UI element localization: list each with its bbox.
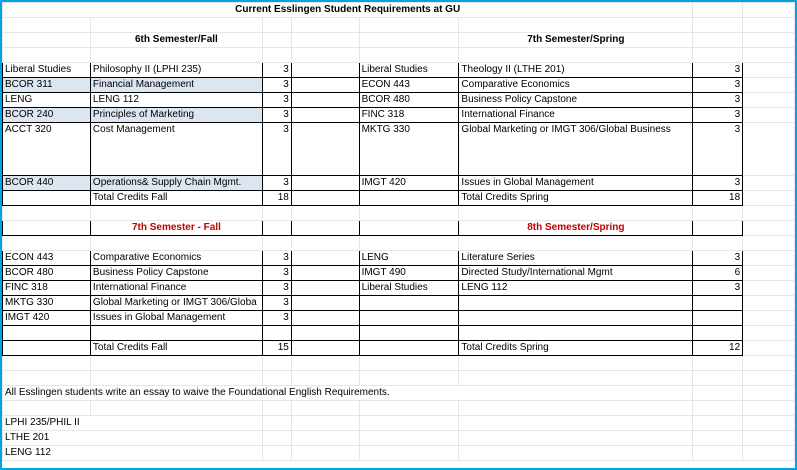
course-title: Directed Study/International Mgmt bbox=[459, 266, 693, 281]
course-title: Philosophy II (LPHI 235) bbox=[90, 63, 262, 78]
course-title: Comparative Economics bbox=[90, 251, 262, 266]
course-credits: 3 bbox=[262, 93, 291, 108]
total-row bbox=[3, 191, 795, 206]
course-code: FINC 318 bbox=[3, 281, 91, 296]
course-title: Cost Management bbox=[90, 123, 262, 176]
table-row bbox=[3, 93, 795, 108]
course-title: Global Marketing or IMGT 306/Global Business bbox=[459, 123, 693, 176]
course-title: LENG 112 bbox=[90, 93, 262, 108]
course-credits: 3 bbox=[262, 78, 291, 93]
course-credits: 3 bbox=[693, 108, 743, 123]
course-code: LENG bbox=[359, 251, 459, 266]
table-row bbox=[3, 311, 795, 326]
table-row bbox=[3, 176, 795, 191]
table-row bbox=[3, 251, 795, 266]
course-title: International Finance bbox=[459, 108, 693, 123]
course-title: Business Policy Capstone bbox=[459, 93, 693, 108]
course-code: ECON 443 bbox=[3, 251, 91, 266]
course-code: MKTG 330 bbox=[3, 296, 91, 311]
section-header-spring-8: 8th Semester/Spring bbox=[459, 221, 693, 236]
course-credits: 3 bbox=[693, 78, 743, 93]
table-row bbox=[3, 63, 795, 78]
table-row bbox=[3, 78, 795, 93]
total-credits: 15 bbox=[262, 341, 291, 356]
course-credits: 6 bbox=[693, 266, 743, 281]
total-label: Total Credits Spring bbox=[459, 191, 693, 206]
total-label: Total Credits Spring bbox=[459, 341, 693, 356]
page-title: Current Esslingen Student Requirements at GU bbox=[3, 3, 693, 18]
course-credits: 3 bbox=[262, 296, 291, 311]
course-credits: 3 bbox=[262, 63, 291, 78]
course-credits: 3 bbox=[262, 176, 291, 191]
course-title: Theology II (LTHE 201) bbox=[459, 63, 693, 78]
course-code: Liberal Studies bbox=[359, 281, 459, 296]
course-credits: 3 bbox=[693, 63, 743, 78]
course-title: LENG 112 bbox=[459, 281, 693, 296]
waiver-item: LENG 112 bbox=[3, 446, 263, 461]
course-title: Issues in Global Management bbox=[90, 311, 262, 326]
total-label: Total Credits Fall bbox=[90, 341, 262, 356]
table-row bbox=[3, 123, 795, 176]
spreadsheet bbox=[2, 2, 795, 468]
course-title: Comparative Economics bbox=[459, 78, 693, 93]
waiver-item: LPHI 235/PHIL II bbox=[3, 416, 263, 431]
requirements-grid bbox=[2, 2, 795, 461]
table-row bbox=[3, 266, 795, 281]
course-title: International Finance bbox=[90, 281, 262, 296]
course-code: BCOR 311 bbox=[3, 78, 91, 93]
course-credits: 3 bbox=[693, 93, 743, 108]
section-header-spring-7: 7th Semester/Spring bbox=[459, 33, 693, 48]
course-credits: 3 bbox=[262, 251, 291, 266]
course-credits: 3 bbox=[693, 281, 743, 296]
total-row bbox=[3, 341, 795, 356]
course-credits: 3 bbox=[262, 311, 291, 326]
course-credits: 3 bbox=[262, 266, 291, 281]
course-title: Principles of Marketing bbox=[90, 108, 262, 123]
course-title: Operations& Supply Chain Mgmt. bbox=[90, 176, 262, 191]
course-title: Issues in Global Management bbox=[459, 176, 693, 191]
course-code: IMGT 420 bbox=[3, 311, 91, 326]
table-row bbox=[3, 108, 795, 123]
table-row bbox=[3, 296, 795, 311]
course-credits: 3 bbox=[262, 108, 291, 123]
course-code: BCOR 480 bbox=[3, 266, 91, 281]
course-code: IMGT 420 bbox=[359, 176, 459, 191]
course-title: Global Marketing or IMGT 306/Globa bbox=[90, 296, 262, 311]
course-code: ECON 443 bbox=[359, 78, 459, 93]
course-code: FINC 318 bbox=[359, 108, 459, 123]
course-code: Liberal Studies bbox=[3, 63, 91, 78]
table-row bbox=[3, 281, 795, 296]
course-title: Financial Management bbox=[90, 78, 262, 93]
total-credits: 18 bbox=[693, 191, 743, 206]
course-credits: 3 bbox=[693, 176, 743, 191]
total-credits: 18 bbox=[262, 191, 291, 206]
course-credits: 3 bbox=[693, 123, 743, 176]
section-header-fall-7: 7th Semester - Fall bbox=[90, 221, 262, 236]
course-credits: 3 bbox=[693, 251, 743, 266]
total-credits: 12 bbox=[693, 341, 743, 356]
course-code: BCOR 440 bbox=[3, 176, 91, 191]
course-credits: 3 bbox=[262, 123, 291, 176]
course-code: LENG bbox=[3, 93, 91, 108]
course-code: ACCT 320 bbox=[3, 123, 91, 176]
section-header-fall-6: 6th Semester/Fall bbox=[90, 33, 262, 48]
course-title: Business Policy Capstone bbox=[90, 266, 262, 281]
course-code: IMGT 490 bbox=[359, 266, 459, 281]
course-code: BCOR 480 bbox=[359, 93, 459, 108]
course-code: MKTG 330 bbox=[359, 123, 459, 176]
course-code: Liberal Studies bbox=[359, 63, 459, 78]
waiver-item: LTHE 201 bbox=[3, 431, 263, 446]
course-credits: 3 bbox=[262, 281, 291, 296]
note-text: All Esslingen students write an essay to waive the Foundational English Requirements. bbox=[3, 386, 693, 401]
course-code: BCOR 240 bbox=[3, 108, 91, 123]
course-title: Literature Series bbox=[459, 251, 693, 266]
total-label: Total Credits Fall bbox=[90, 191, 262, 206]
